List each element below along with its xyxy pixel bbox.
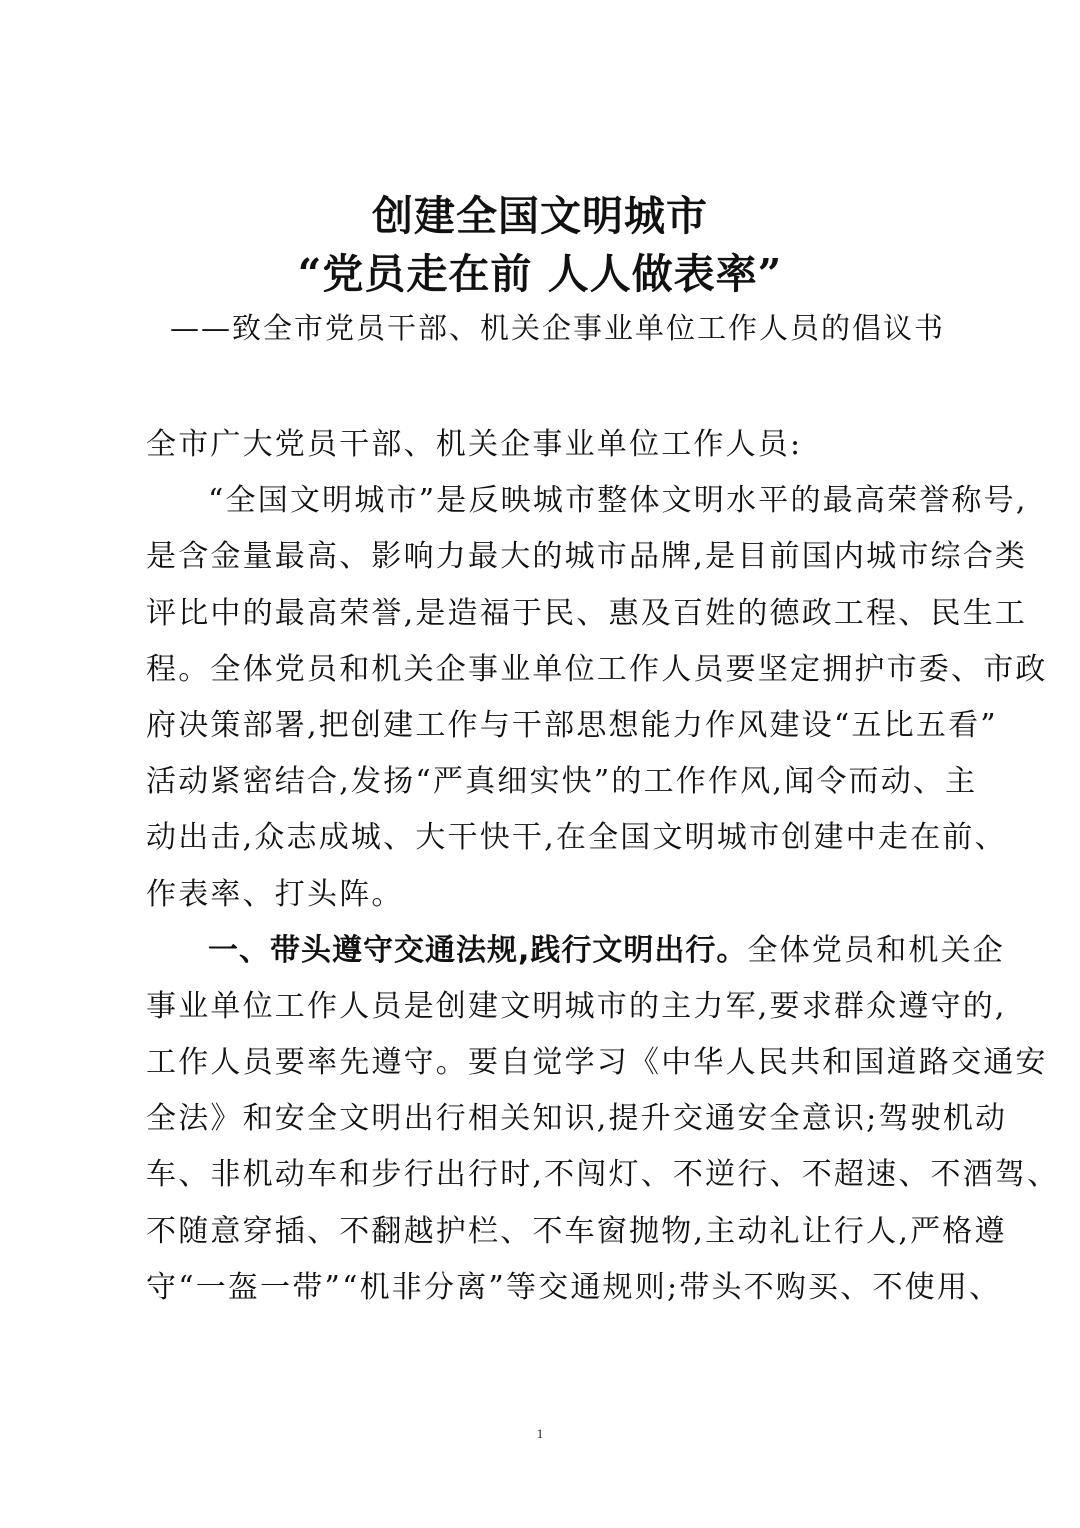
title-block xyxy=(0,188,1080,302)
section-1-first-line xyxy=(146,924,1006,978)
paragraph-line: 程。全体党员和机关企事业单位工作人员要坚定拥护市委、市政 xyxy=(146,651,1048,687)
paragraph-line: 工作人员要率先遵守。要自觉学习《中华人民共和国道路交通安 xyxy=(146,1045,1048,1081)
paragraph-line: 车、非机动车和步行出行时,不闯灯、不逆行、不超速、不酒驾、 xyxy=(146,1157,1060,1193)
document-title-slogan: “党员走在前 人人做表率” xyxy=(297,250,783,298)
section-1-heading: 一、带头遵守交通法规,践行文明出行。 xyxy=(208,932,748,968)
paragraph-line: 守“一盔一带”“机非分离”等交通规则;带头不购买、不使用、 xyxy=(146,1269,1002,1305)
paragraph-line: 全法》和安全文明出行相关知识,提升交通安全意识;驾驶机动 xyxy=(146,1101,1008,1137)
page-number: 1 xyxy=(536,1426,544,1441)
paragraph-line: 不随意穿插、不翻越护栏、不车窗抛物,主动礼让行人,严格遵 xyxy=(146,1213,1007,1249)
paragraph-line: 是含金量最高、影响力最大的城市品牌,是目前国内城市综合类 xyxy=(146,539,1028,575)
document-body xyxy=(146,418,1060,1315)
paragraph-line: “全国文明城市”是反映城市整体文明水平的最高荣誉称号, xyxy=(208,483,1028,519)
paragraph-line: 活动紧密结合,发扬“严真细实快”的工作作风,闻令而动、主 xyxy=(146,764,978,800)
paragraph-line: 动出击,众志成城、大干快干,在全国文明城市创建中走在前、 xyxy=(146,820,1007,856)
paragraph-line: 府决策部署,把创建工作与干部思想能力作风建设“五比五看” xyxy=(146,707,998,743)
paragraph-line: 评比中的最高荣誉,是造福于民、惠及百姓的德政工程、民生工 xyxy=(146,595,1028,631)
document-subtitle: ——致全市党员干部、机关企事业单位工作人员的倡议书 xyxy=(170,311,946,345)
document-title: 创建全国文明城市 xyxy=(372,192,708,240)
paragraph-line: 事业单位工作人员是创建文明城市的主力军,要求群众遵守的, xyxy=(146,988,1007,1024)
section-1-first-line-text: 全体党员和机关企 xyxy=(747,932,1006,968)
paragraph-line: 作表率、打头阵。 xyxy=(146,876,404,912)
salutation: 全市广大党员干部、机关企事业单位工作人员: xyxy=(146,427,803,462)
